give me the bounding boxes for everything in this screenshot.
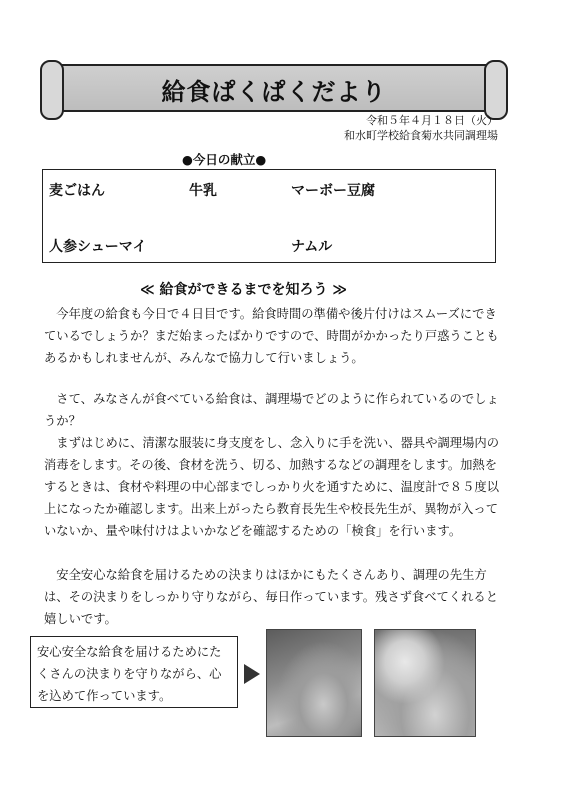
paragraph-rules: 安全安心な給食を届けるための決まりはほかにもたくさんあり、調理の先生方は、その決まりをしっかり守りながら、毎日作っています。残さず食べてくれると嬉しいです。 — [44, 568, 499, 626]
menu-item-shumai: 人参シューマイ — [49, 239, 147, 255]
photo-cooking-ingredients — [266, 629, 362, 737]
menu-item-rice: 麦ごはん — [49, 183, 105, 199]
menu-heading: ●今日の献立● — [182, 152, 267, 167]
issuer-organization: 和水町学校給食菊水共同調理場 — [344, 129, 498, 142]
menu-box — [42, 169, 496, 263]
menu-item-namul: ナムル — [291, 239, 333, 255]
newsletter-title: 給食ぱくぱくだより — [161, 78, 387, 106]
menu-item-milk: 牛乳 — [189, 183, 217, 199]
arrow-right-icon — [244, 664, 260, 684]
issue-date: 令和５年４月１８日（火） — [366, 114, 498, 127]
photo-cooking-staff — [374, 629, 476, 737]
menu-item-mapo-tofu: マーボー豆腐 — [291, 183, 375, 199]
paragraph-process: まずはじめに、清潔な服装に身支度をし、念入りに手を洗い、器具や調理場内の消毒をします。その後、食材を洗う、切る、加熱するなどの調理をします。加熱をするときは、食材や料理の中心部までしっかり火を通すために、温度計で８５度以上になったか確認します。出来上がったら教育長先生や校長先生が、異物が入っていないか、量や味付けはよいかなどを確認するための「検食」を行います。 — [44, 436, 499, 538]
callout-box: 安心安全な給食を届けるためにたくさんの決まりを守りながら、心を込めて作っています。 — [30, 636, 238, 708]
dateline — [344, 113, 498, 143]
paragraph-intro: 今年度の給食も今日で４日目です。給食時間の準備や後片付けはスムーズにできているでしょうか？まだ始まったばかりですので、時間がかかったり戸惑うこともあるかもしれませんが、みんなで協力して行いましょう。 — [44, 307, 499, 365]
section-heading: ≪ 給食ができるまでを知ろう ≫ — [140, 282, 348, 298]
title-banner — [50, 64, 498, 112]
paragraph-question: さて、みなさんが食べている給食は、調理場でどのように作られているのでしょうか？ — [44, 392, 499, 428]
